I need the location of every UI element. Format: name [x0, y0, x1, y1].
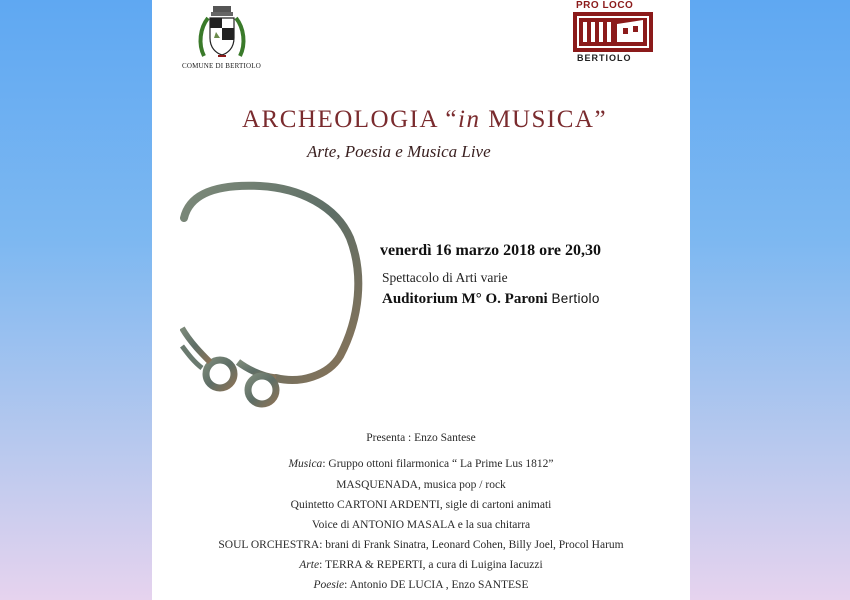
poster-title: ARCHEOLOGIA “in MUSICA” [242, 106, 608, 133]
credit-music: Musica: Gruppo ottoni filarmonica “ La Prime Lus 1812” [288, 458, 554, 470]
event-venue: Auditorium M° O. Paroni Bertiolo [382, 291, 600, 307]
proloco-town-label: BERTIOLO [577, 53, 632, 63]
proloco-logo-icon [573, 12, 653, 52]
credit-antonio-masala: Voice di ANTONIO MASALA e la sua chitarra [311, 519, 531, 531]
credit-soul-orchestra: SOUL ORCHESTRA: brani di Frank Sinatra, Leonard Cohen, Billy Joel, Procol Harum [218, 539, 624, 551]
event-poster [152, 0, 690, 600]
credit-arte: Arte: TERRA & REPERTI, a cura di Luigina Iacuzzi [299, 559, 543, 571]
bronze-artifact-image [180, 178, 380, 418]
credit-poesie: Poesie: Antonio DE LUCIA , Enzo SANTESE [313, 579, 529, 591]
event-description: Spettacolo di Arti varie [382, 270, 508, 285]
credit-presenter: Presenta : Enzo Santese [366, 432, 476, 444]
proloco-label: PRO LOCO [576, 0, 634, 11]
poster-subtitle: Arte, Poesia e Musica Live [307, 142, 491, 161]
comune-crest-icon [196, 4, 248, 60]
credit-cartoni-ardenti: Quintetto CARTONI ARDENTI, sigle di cartoni animati [290, 499, 552, 511]
comune-label: COMUNE DI BERTIOLO [182, 62, 262, 70]
credit-masquenada: MASQUENADA, musica pop / rock [336, 479, 506, 491]
event-date: venerdì 16 marzo 2018 ore 20,30 [380, 242, 601, 259]
